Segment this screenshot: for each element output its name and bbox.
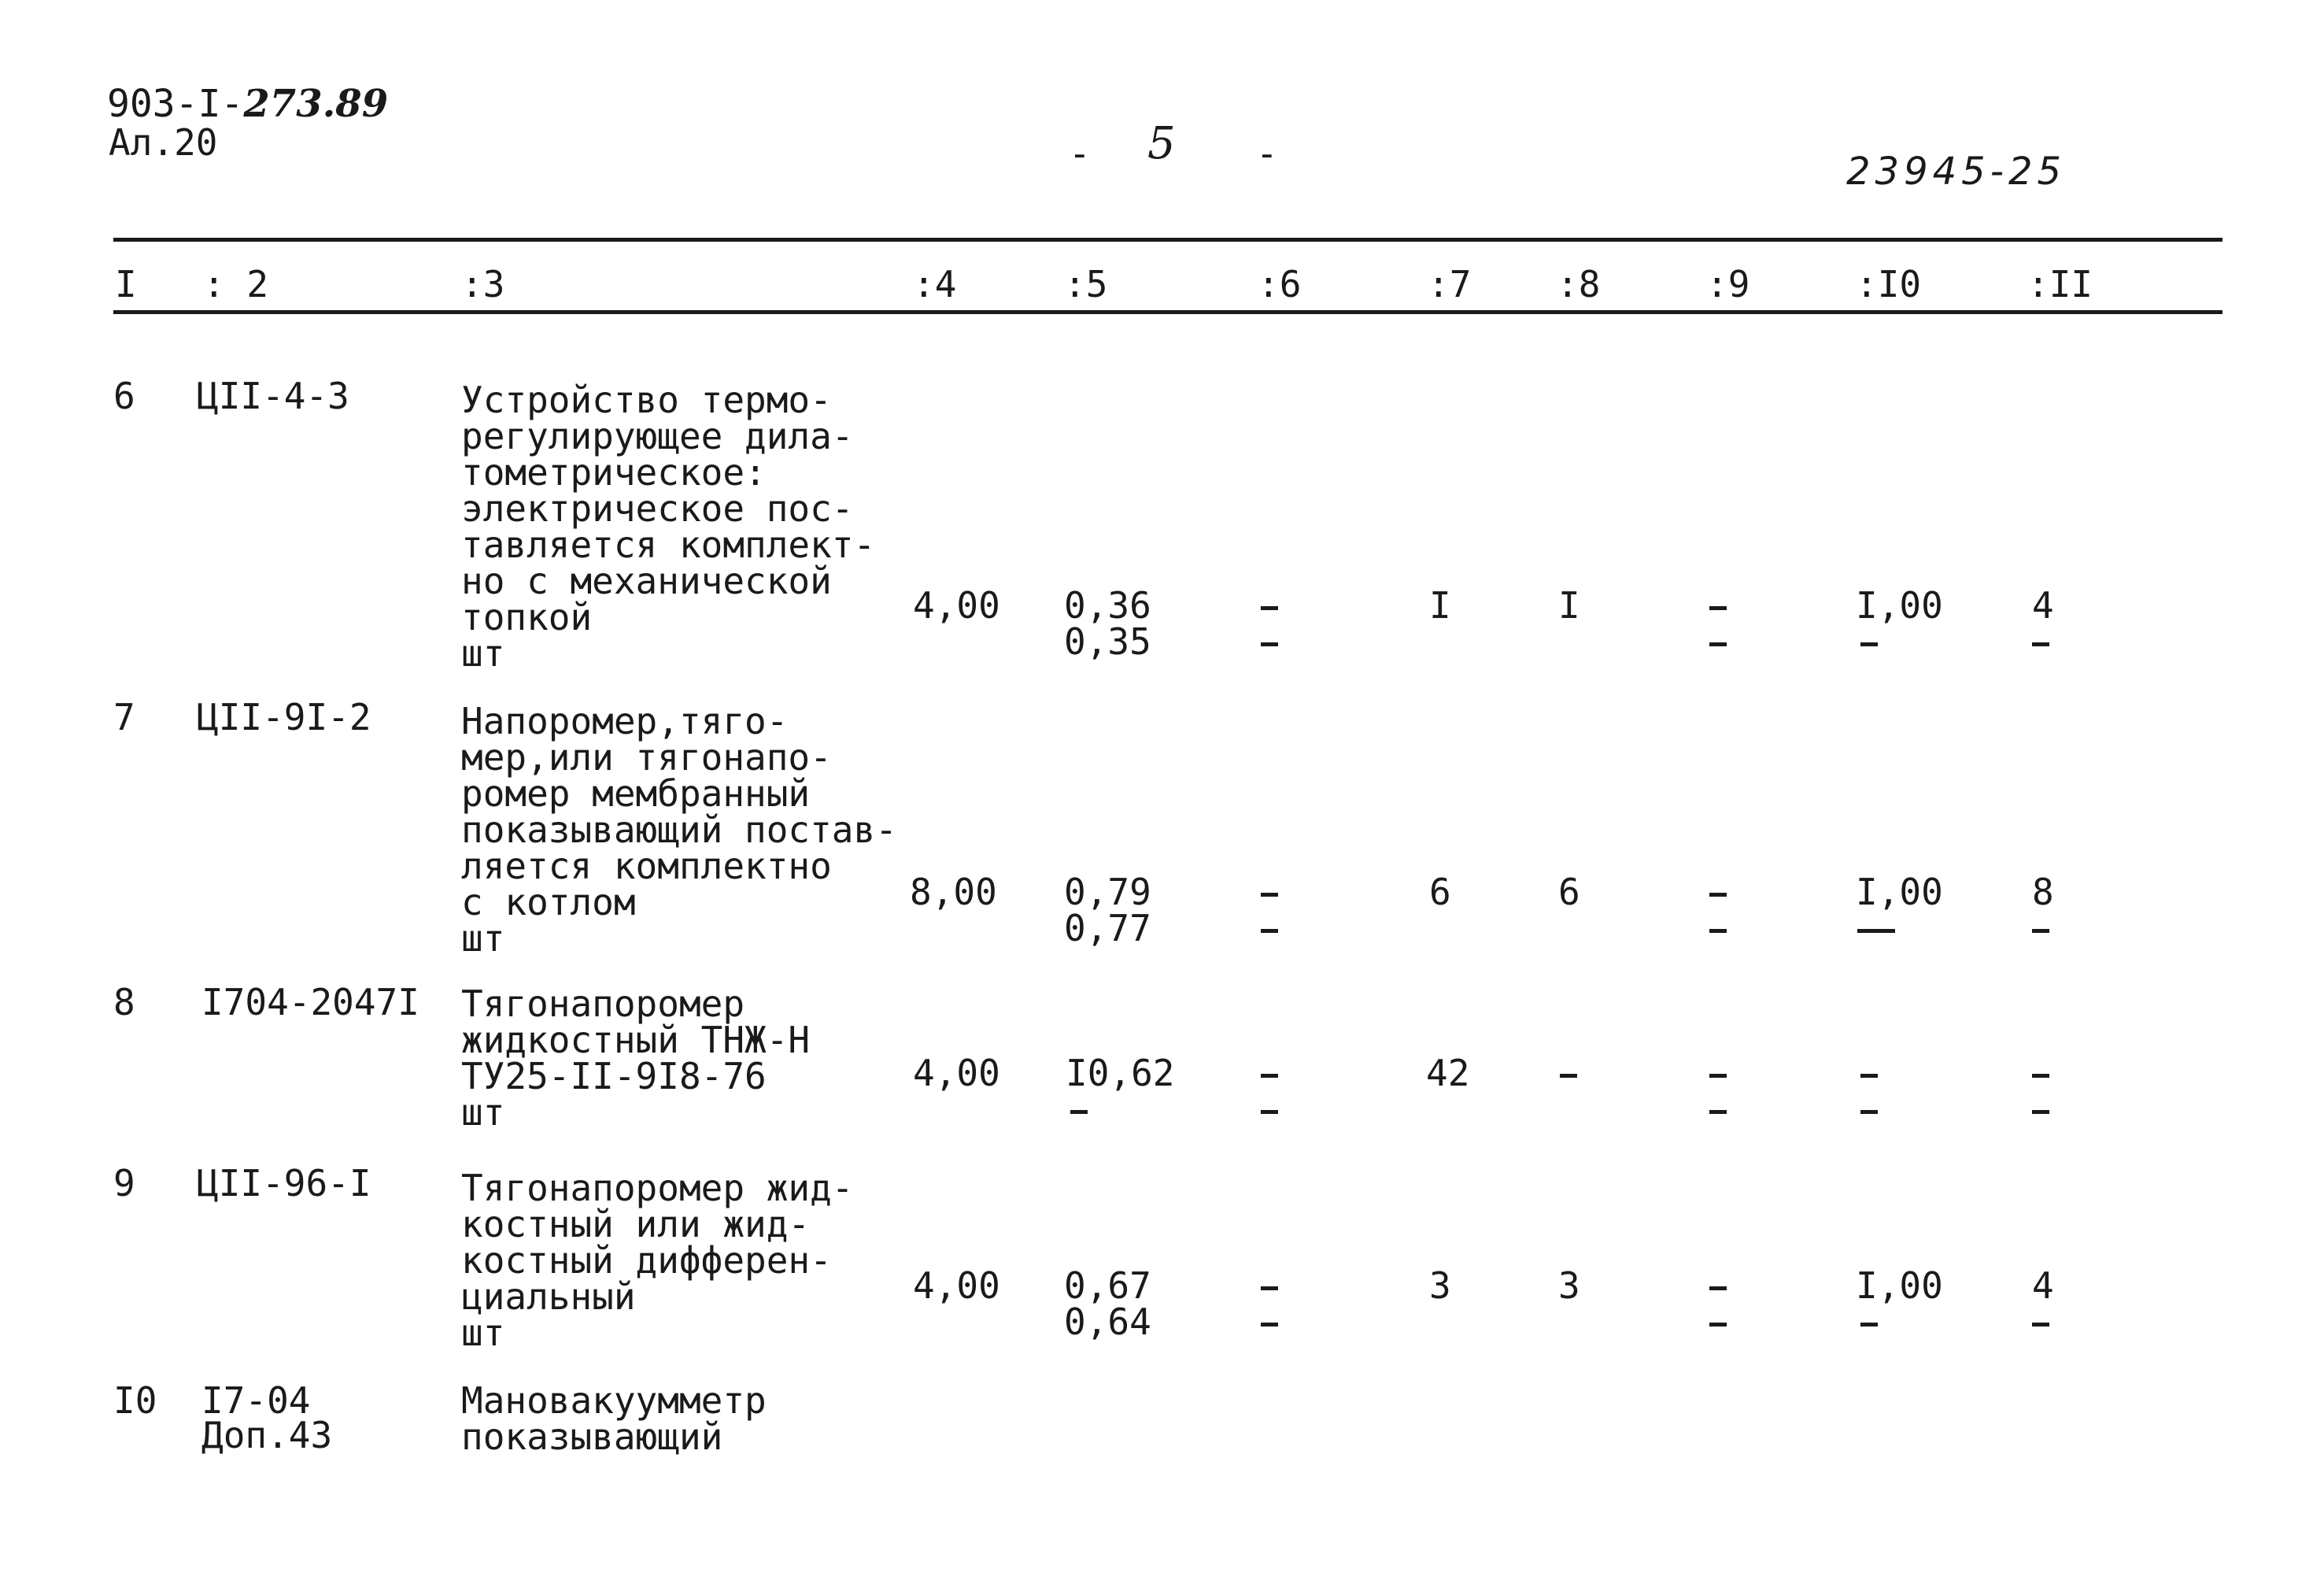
row-col4: 4,00 — [913, 584, 1000, 627]
page-dash-right: - — [1256, 132, 1278, 175]
row-col10: I,00 — [1856, 584, 1943, 627]
row-col5-bottom: 0,35 — [1064, 620, 1151, 663]
row-code: ЦII-4-3 — [197, 375, 349, 417]
row-code-supplement: Доп.43 — [201, 1414, 333, 1456]
row-col10-dash — [1860, 1304, 1878, 1340]
column-header-2: : 2 — [203, 263, 269, 305]
row-col7: 6 — [1429, 871, 1451, 913]
row-col4: 4,00 — [913, 1052, 1000, 1094]
row-description: Напоромер,тяго- мер,или тягонапо- ромер мембранный показывающий постав- ляется комплектно с котлом шт — [461, 700, 897, 960]
row-code: ЦII-96-I — [197, 1162, 371, 1204]
column-header-9: :9 — [1706, 263, 1750, 305]
row-col5-top: 0,67 — [1064, 1264, 1151, 1307]
row-col6 — [1261, 874, 1278, 946]
row-col8: 6 — [1558, 871, 1580, 913]
column-header-7: :7 — [1428, 263, 1472, 305]
row-col11-dash — [2032, 1304, 2049, 1340]
column-header-3: :3 — [461, 263, 505, 305]
row-col8: I — [1558, 584, 1580, 627]
document-code-typed: 903-I- — [107, 82, 244, 126]
page-dash-left: - — [1069, 132, 1091, 175]
row-number: I0 — [113, 1379, 157, 1422]
row-col11-dash — [2032, 623, 2049, 660]
row-col7: 3 — [1429, 1264, 1451, 1307]
row-col4: 4,00 — [913, 1264, 1000, 1307]
column-header-11: :II — [2027, 263, 2093, 305]
row-col5-bottom: 0,64 — [1064, 1301, 1151, 1343]
row-col6 — [1261, 587, 1278, 660]
row-col5-top: I0,62 — [1066, 1052, 1175, 1094]
row-col5-top: 0,36 — [1064, 584, 1151, 627]
row-col10: I,00 — [1856, 871, 1943, 913]
row-col11: 4 — [2032, 584, 2054, 627]
column-header-10: :I0 — [1856, 263, 1922, 305]
row-col8: 3 — [1558, 1264, 1580, 1307]
row-number: 6 — [113, 375, 135, 417]
column-header-8: :8 — [1557, 263, 1601, 305]
page-number: 5 — [1147, 118, 1176, 169]
row-description: Устройство термо- регулирующее дила- тометрическое: электрическое пос- тавляется комплект- но с механической топкой шт — [461, 379, 876, 675]
row-col9 — [1709, 587, 1727, 660]
row-col10-dash — [1857, 910, 1895, 946]
table-header-rule — [113, 310, 2222, 314]
document-code-handwritten: 273.89 — [243, 82, 389, 126]
row-col7: 42 — [1426, 1052, 1470, 1094]
row-code: ЦII-9I-2 — [197, 696, 371, 738]
row-description: Тягонапоромер жидкостный ТНЖ-Н ТУ25-II-9I8-76 шт — [461, 982, 811, 1134]
row-col11 — [2032, 1055, 2049, 1127]
row-description: Мановакуумметр показывающий — [461, 1379, 767, 1458]
row-col5-bottom: 0,77 — [1064, 907, 1151, 949]
row-col5-top: 0,79 — [1064, 871, 1151, 913]
row-description: Тягонапоромер жид- костный или жид- костный дифферен- циальный шт — [461, 1167, 854, 1354]
row-col7: I — [1429, 584, 1451, 627]
column-header-6: :6 — [1258, 263, 1302, 305]
sheet-label: Ал.20 — [109, 121, 218, 164]
row-col6 — [1261, 1267, 1278, 1340]
column-header-5: :5 — [1064, 263, 1108, 305]
document-code — [107, 82, 389, 126]
column-header-4: :4 — [913, 263, 957, 305]
row-col11: 8 — [2032, 871, 2054, 913]
row-col8 — [1560, 1055, 1577, 1091]
row-col11: 4 — [2032, 1264, 2054, 1307]
table-top-rule — [113, 238, 2222, 242]
row-col10 — [1860, 1055, 1878, 1127]
row-col4: 8,00 — [910, 871, 997, 913]
row-code: I704-2047I — [201, 981, 419, 1023]
row-col9 — [1709, 1055, 1727, 1127]
reference-number: 23945-25 — [1846, 150, 2067, 194]
row-col9 — [1709, 874, 1727, 946]
row-number: 7 — [113, 696, 135, 738]
row-col6 — [1261, 1055, 1278, 1127]
row-col10: I,00 — [1856, 1264, 1943, 1307]
row-col10-dash — [1860, 623, 1878, 660]
column-header-1: I — [115, 263, 137, 305]
row-col5-dash — [1070, 1091, 1088, 1127]
row-code: I7-04 — [201, 1379, 311, 1422]
row-number: 8 — [113, 981, 135, 1023]
row-number: 9 — [113, 1162, 135, 1204]
row-col11-dash — [2032, 910, 2049, 946]
row-col9 — [1709, 1267, 1727, 1340]
